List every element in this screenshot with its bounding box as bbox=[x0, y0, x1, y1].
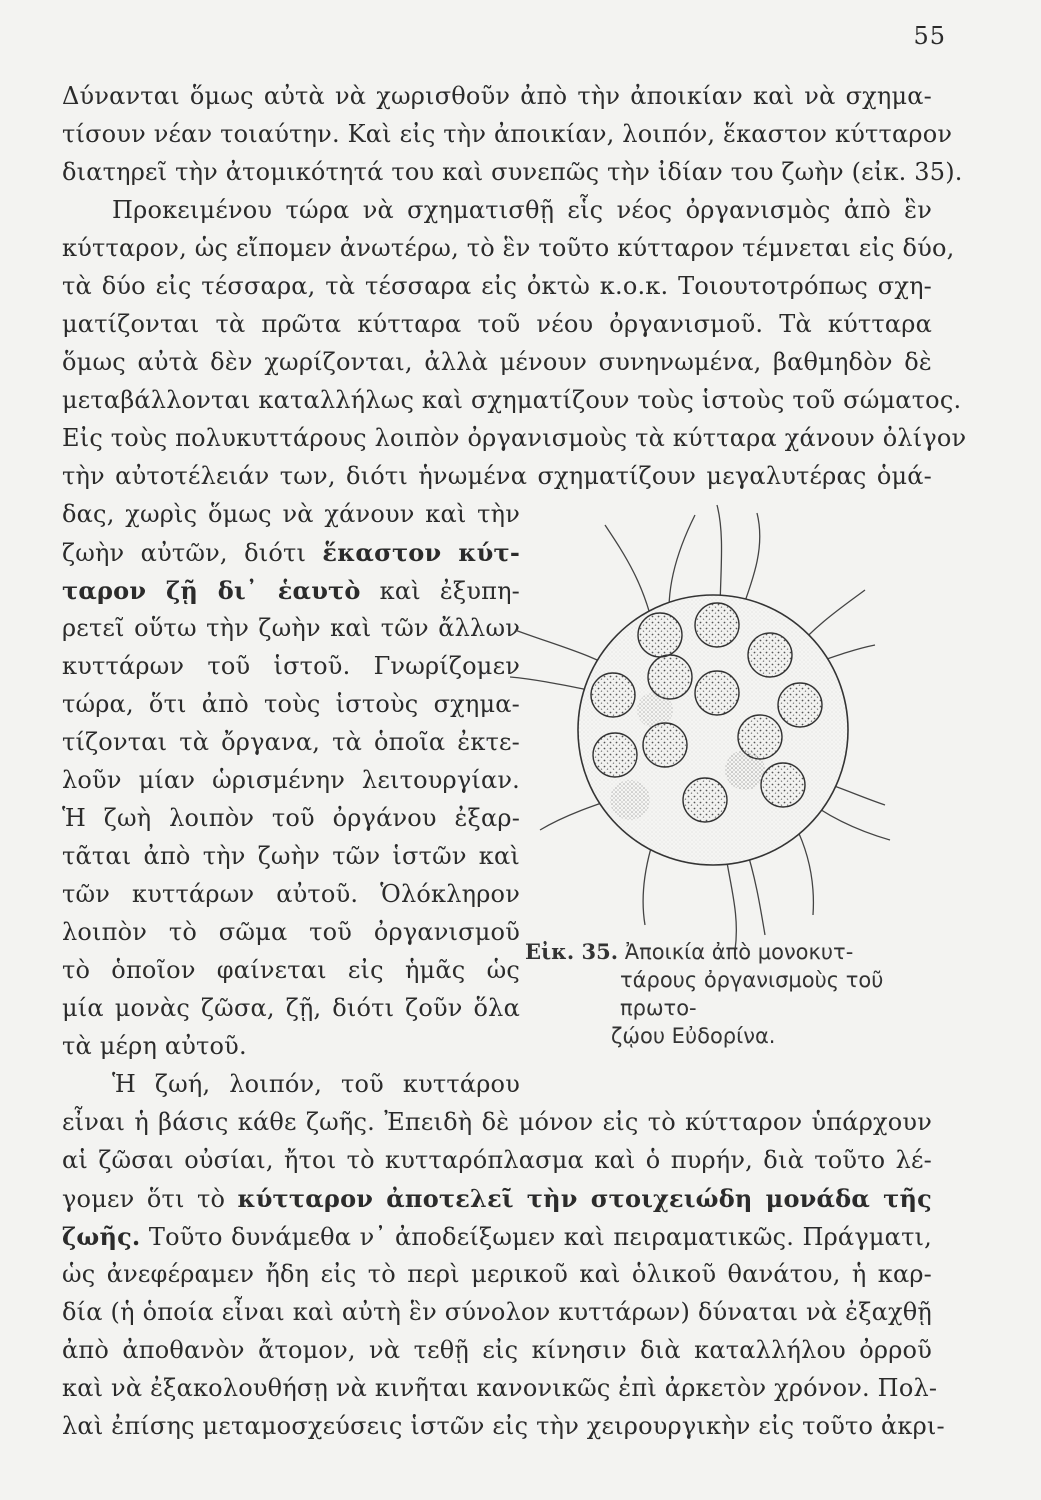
text-line: ἀπὸ ἀποθανὸν ἄτομον, νὰ τεθῇ εἰς κίνησιν διὰ καταλλήλου ὀρροῦ bbox=[62, 1336, 932, 1364]
text-line: τίζονται τὰ ὄργανα, τὰ ὁποῖα ἐκτε- bbox=[62, 728, 520, 756]
emphasis: κύτταρον ἀποτελεῖ τὴν στοιχειώδη μονάδα τῆς bbox=[237, 1184, 932, 1213]
text-line: ὡς ἀνεφέραμεν ἤδη εἰς τὸ περὶ μερικοῦ καὶ ὁλικοῦ θανάτου, ἡ καρ- bbox=[62, 1260, 932, 1288]
text-line: τώρα, ὅτι ἀπὸ τοὺς ἱστοὺς σχημα- bbox=[62, 690, 520, 718]
figure-label: Εἰκ. 35. bbox=[525, 939, 619, 964]
text-line: αἱ ζῶσαι οὐσίαι, ἤτοι τὸ κυτταρόπλασμα καὶ ὁ πυρήν, διὰ τοῦτο λέ- bbox=[62, 1146, 932, 1174]
text-line: μεταβάλλονται καταλλήλως καὶ σχηματίζουν τοὺς ἱστοὺς τοῦ σώματος. bbox=[62, 386, 962, 414]
text-line: ζωῆς. Τοῦτο δυνάμεθα ν᾿ ἀποδείξωμεν καὶ πειραματικῶς. Πράγματι, bbox=[62, 1222, 932, 1251]
text-line: ταρον ζῇ δι᾿ ἑαυτὸ καὶ ἐξυπη- bbox=[62, 576, 520, 605]
text-line: ὅμως αὐτὰ δὲν χωρίζονται, ἀλλὰ μένουν συνηνωμένα, βαθμηδὸν δὲ bbox=[62, 348, 932, 376]
text-line: μία μονὰς ζῶσα, ζῇ, διότι ζοῦν ὅλα bbox=[62, 994, 520, 1022]
text-line: λοιπὸν τὸ σῶμα τοῦ ὀργανισμοῦ bbox=[62, 918, 520, 946]
text-line: Ἡ ζωή, λοιπόν, τοῦ κυττάρου bbox=[112, 1070, 520, 1098]
text-line: τᾶται ἀπὸ τὴν ζωὴν τῶν ἱστῶν καὶ bbox=[62, 842, 520, 870]
text-line: τὸ ὁποῖον φαίνεται εἰς ἡμᾶς ὡς bbox=[62, 956, 520, 984]
text-line: τίσουν νέαν τοιαύτην. Καὶ εἰς τὴν ἀποικίαν, λοιπόν, ἕκαστον κύτταρον bbox=[62, 120, 953, 148]
text-line: ζωὴν αὐτῶν, διότι ἕκαστον κύτ- bbox=[62, 538, 520, 567]
text-line: λοῦν μίαν ὡρισμένην λειτουργίαν. bbox=[62, 766, 520, 794]
eudorina-colony-illustration bbox=[495, 495, 940, 975]
text-line: Εἰς τοὺς πολυκυττάρους λοιπὸν ὀργανισμοὺς τὰ κύτταρα χάνουν ὀλίγον bbox=[62, 424, 967, 452]
text-line: τὴν αὐτοτέλειάν των, διότι ἡνωμένα σχηματίζουν μεγαλυτέρας ὁμά- bbox=[62, 462, 932, 490]
text-line: κύτταρον, ὡς εἴπομεν ἀνωτέρω, τὸ ἓν τοῦτο κύτταρον τέμνεται εἰς δύο, bbox=[62, 234, 955, 262]
text-line: Δύνανται ὅμως αὐτὰ νὰ χωρισθοῦν ἀπὸ τὴν ἀποικίαν καὶ νὰ σχημα- bbox=[62, 82, 932, 110]
text-line: εἶναι ἡ βάσις κάθε ζωῆς. Ἐπειδὴ δὲ μόνον εἰς τὸ κύτταρον ὑπάρχουν bbox=[62, 1108, 932, 1136]
text-line: τὰ μέρη αὐτοῦ. bbox=[62, 1032, 247, 1060]
caption-line: τάρους ὀργανισμοὺς τοῦ πρωτο- bbox=[620, 968, 884, 1020]
text-line: ρετεῖ οὕτω τὴν ζωὴν καὶ τῶν ἄλλων bbox=[62, 614, 520, 642]
emphasis: ταρον ζῇ δι᾿ ἑαυτὸ bbox=[62, 576, 361, 605]
text-line: γομεν ὅτι τὸ κύτταρον ἀποτελεῖ τὴν στοιχειώδη μονάδα τῆς bbox=[62, 1184, 932, 1213]
text-line: καὶ νὰ ἐξακολουθήσῃ νὰ κινῆται κανονικῶς ἐπὶ ἀρκετὸν χρόνον. Πολ- bbox=[62, 1374, 938, 1402]
emphasis: ζωῆς. bbox=[62, 1222, 141, 1251]
caption-line: Ἀποικία ἀπὸ μονοκυτ- bbox=[624, 940, 854, 964]
text-line: Προκειμένου τώρα νὰ σχηματισθῇ εἷς νέος ὀργανισμὸς ἀπὸ ἓν bbox=[112, 196, 932, 224]
text-line: δας, χωρὶς ὅμως νὰ χάνουν καὶ τὴν bbox=[62, 500, 520, 528]
text-line: κυττάρων τοῦ ἱστοῦ. Γνωρίζομεν bbox=[62, 652, 520, 680]
text-line: ματίζονται τὰ πρῶτα κύτταρα τοῦ νέου ὀργανισμοῦ. Τὰ κύτταρα bbox=[62, 310, 932, 338]
text-line: τὰ δύο εἰς τέσσαρα, τὰ τέσσαρα εἰς ὀκτὼ κ.ο.κ. Τοιουτοτρόπως σχη- bbox=[62, 272, 932, 300]
text-line: διατηρεῖ τὴν ἀτομικότητά του καὶ συνεπῶς τὴν ἰδίαν του ζωὴν (εἰκ. 35). bbox=[62, 158, 963, 186]
emphasis: ἕκαστον κύτ- bbox=[322, 538, 520, 567]
text-line: Ἡ ζωὴ λοιπὸν τοῦ ὀργάνου ἐξαρ- bbox=[62, 804, 520, 832]
text-line: λαὶ ἐπίσης μεταμοσχεύσεις ἱστῶν εἰς τὴν χειρουργικὴν εἰς τοῦτο ἀκρι- bbox=[62, 1412, 945, 1440]
figure-caption bbox=[525, 938, 925, 1050]
text-line: δία (ἡ ὁποία εἶναι καὶ αὐτὴ ἓν σύνολον κυττάρων) δύναται νὰ ἐξαχθῇ bbox=[62, 1298, 932, 1326]
text-line: τῶν κυττάρων αὐτοῦ. Ὁλόκληρον bbox=[62, 880, 520, 908]
page-number: 55 bbox=[913, 22, 946, 50]
caption-line: ζῴου Εὐδορίνα. bbox=[611, 1024, 776, 1048]
